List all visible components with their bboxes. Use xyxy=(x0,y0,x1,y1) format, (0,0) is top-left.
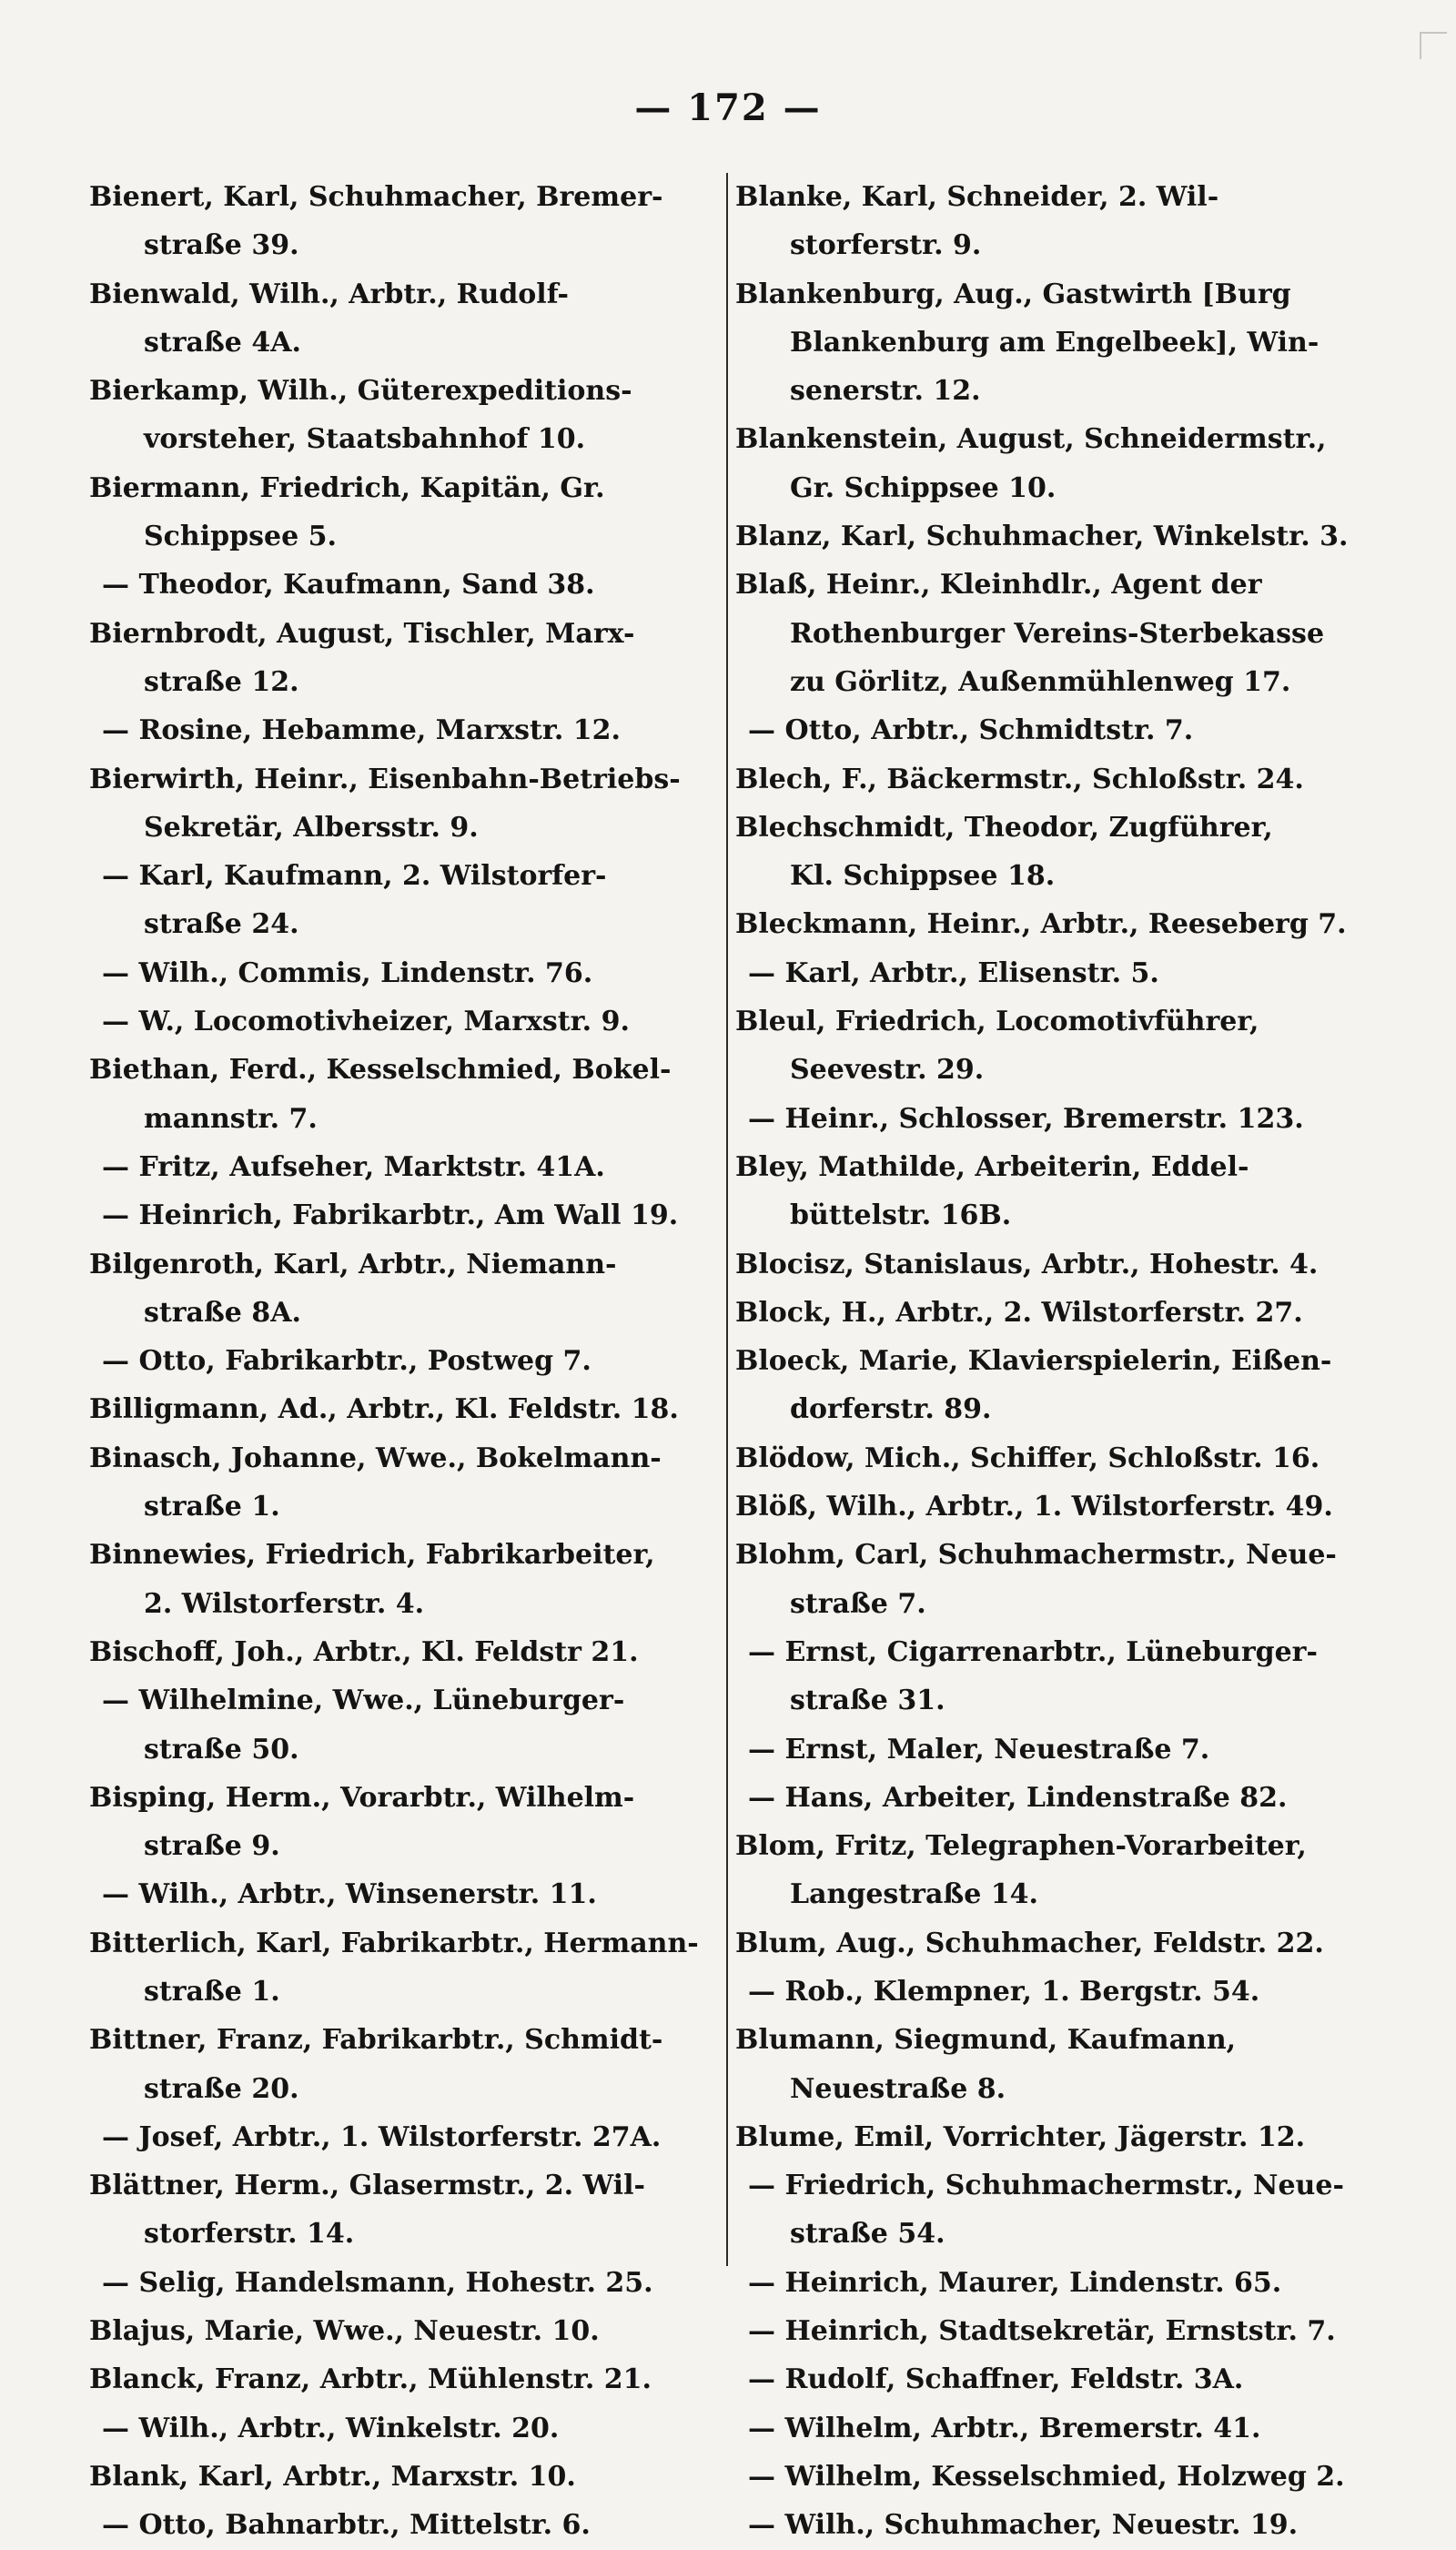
sub-entry-line: — Fritz, Aufseher, Marktstr. 41A. xyxy=(102,1150,605,1183)
entry-continuation-line: Schippsee 5. xyxy=(144,521,337,553)
directory-entry-line: Bitterlich, Karl, Fabrikarbtr., Hermann- xyxy=(89,1927,699,1959)
directory-entry-line: Bischoff, Joh., Arbtr., Kl. Feldstr 21. xyxy=(89,1635,639,1668)
sub-entry-line: — Wilhelm, Kesselschmied, Holzweg 2. xyxy=(748,2460,1345,2493)
directory-entry-line: Blanck, Franz, Arbtr., Mühlenstr. 21. xyxy=(89,2363,652,2396)
entry-continuation-line: vorsteher, Staatsbahnhof 10. xyxy=(144,423,586,456)
entry-continuation-line: Neuestraße 8. xyxy=(790,2072,1006,2105)
directory-entry-line: Block, H., Arbtr., 2. Wilstorferstr. 27. xyxy=(735,1296,1303,1329)
sub-entry-line: — Wilhelmine, Wwe., Lüneburger- xyxy=(102,1685,625,1717)
sub-entry-line: — Selig, Handelsmann, Hohestr. 25. xyxy=(102,2266,653,2299)
sub-entry-line: — Otto, Bahnarbtr., Mittelstr. 6. xyxy=(102,2509,591,2542)
entry-continuation-line: storferstr. 9. xyxy=(790,229,982,262)
directory-entry-line: Bleckmann, Heinr., Arbtr., Reeseberg 7. xyxy=(735,908,1347,941)
entry-continuation-line: straße 31. xyxy=(790,1685,945,1717)
directory-entry-line: Bierkamp, Wilh., Güterexpeditions- xyxy=(89,375,632,408)
directory-entry-line: Biernbrodt, August, Tischler, Marx- xyxy=(89,617,635,650)
sub-entry-line: — Heinrich, Maurer, Lindenstr. 65. xyxy=(748,2266,1282,2299)
sub-entry-line: — Karl, Arbtr., Elisenstr. 5. xyxy=(748,956,1159,989)
entry-continuation-line: Gr. Schippsee 10. xyxy=(790,471,1057,504)
directory-entry-line: Blaß, Heinr., Kleinhdlr., Agent der xyxy=(735,569,1262,602)
entry-continuation-line: 2. Wilstorferstr. 4. xyxy=(144,1587,425,1620)
sub-entry-line: — Ernst, Cigarrenarbtr., Lüneburger- xyxy=(748,1635,1318,1668)
directory-entry-line: Blankenburg, Aug., Gastwirth [Burg xyxy=(735,278,1291,310)
sub-entry-line: — Wilh., Schuhmacher, Neuestr. 19. xyxy=(748,2509,1299,2542)
directory-entry-line: Blech, F., Bäckermstr., Schloßstr. 24. xyxy=(735,763,1304,795)
sub-entry-line: — Rosine, Hebamme, Marxstr. 12. xyxy=(102,714,621,747)
directory-entry-line: Blödow, Mich., Schiffer, Schloßstr. 16. xyxy=(735,1442,1320,1474)
directory-entry-line: Blanz, Karl, Schuhmacher, Winkelstr. 3. xyxy=(735,521,1349,553)
entry-continuation-line: straße 1. xyxy=(144,1491,280,1523)
sub-entry-line: — Theodor, Kaufmann, Sand 38. xyxy=(102,569,595,602)
sub-entry-line: — Hans, Arbeiter, Lindenstraße 82. xyxy=(748,1781,1288,1814)
entry-continuation-line: Seevestr. 29. xyxy=(790,1054,985,1087)
entry-continuation-line: straße 8A. xyxy=(144,1296,301,1329)
directory-entry-line: Bloeck, Marie, Klavierspielerin, Eißen- xyxy=(735,1345,1332,1378)
sub-entry-line: — W., Locomotivheizer, Marxstr. 9. xyxy=(102,1006,630,1038)
directory-entry-line: Blajus, Marie, Wwe., Neuestr. 10. xyxy=(89,2315,600,2348)
directory-entry-line: Blöß, Wilh., Arbtr., 1. Wilstorferstr. 49. xyxy=(735,1491,1333,1523)
sub-entry-line: — Wilh., Commis, Lindenstr. 76. xyxy=(102,956,593,989)
directory-entry-line: Bienwald, Wilh., Arbtr., Rudolf- xyxy=(89,278,569,310)
directory-entry-line: Bittner, Franz, Fabrikarbtr., Schmidt- xyxy=(89,2024,663,2057)
directory-entry-line: Bley, Mathilde, Arbeiterin, Eddel- xyxy=(735,1150,1249,1183)
directory-entry-line: Bleul, Friedrich, Locomotivführer, xyxy=(735,1006,1259,1038)
entry-continuation-line: Langestraße 14. xyxy=(790,1878,1038,1911)
directory-entry-line: Blohm, Carl, Schuhmachermstr., Neue- xyxy=(735,1539,1337,1572)
directory-entry-line: Blume, Emil, Vorrichter, Jägerstr. 12. xyxy=(735,2120,1306,2153)
directory-entry-line: Blumann, Siegmund, Kaufmann, xyxy=(735,2024,1237,2057)
entry-continuation-line: dorferstr. 89. xyxy=(790,1393,992,1426)
sub-entry-line: — Heinrich, Stadtsekretär, Ernststr. 7. xyxy=(748,2315,1336,2348)
directory-entry-line: Binnewies, Friedrich, Fabrikarbeiter, xyxy=(89,1539,655,1572)
entry-continuation-line: straße 7. xyxy=(790,1587,926,1620)
directory-entry-line: Blom, Fritz, Telegraphen-Vorarbeiter, xyxy=(735,1830,1307,1863)
sub-entry-line: — Otto, Fabrikarbtr., Postweg 7. xyxy=(102,1345,592,1378)
sub-entry-line: — Rob., Klempner, 1. Bergstr. 54. xyxy=(748,1975,1260,2008)
entry-continuation-line: straße 54. xyxy=(790,2218,945,2251)
entry-continuation-line: straße 24. xyxy=(144,908,299,941)
entry-continuation-line: Kl. Schippsee 18. xyxy=(790,860,1056,893)
sub-entry-line: — Wilhelm, Arbtr., Bremerstr. 41. xyxy=(748,2412,1261,2444)
directory-entry-line: Blättner, Herm., Glasermstr., 2. Wil- xyxy=(89,2170,645,2202)
sub-entry-line: — Wilh., Arbtr., Winsenerstr. 11. xyxy=(102,1878,597,1911)
directory-entry-line: Blocisz, Stanislaus, Arbtr., Hohestr. 4. xyxy=(735,1248,1319,1280)
entry-continuation-line: mannstr. 7. xyxy=(144,1102,318,1135)
directory-entry-line: Bienert, Karl, Schuhmacher, Bremer- xyxy=(89,181,663,213)
left-column xyxy=(89,173,735,2550)
directory-entry-line: Binasch, Johanne, Wwe., Bokelmann- xyxy=(89,1442,662,1474)
directory-entry-line: Blum, Aug., Schuhmacher, Feldstr. 22. xyxy=(735,1927,1324,1959)
directory-entry-line: Biermann, Friedrich, Kapitän, Gr. xyxy=(89,471,605,504)
right-column xyxy=(735,173,1409,2550)
sub-entry-line: — Otto, Arbtr., Schmidtstr. 7. xyxy=(748,714,1194,747)
directory-entry-line: Billigmann, Ad., Arbtr., Kl. Feldstr. 18. xyxy=(89,1393,679,1426)
directory-entry-line: Blank, Karl, Arbtr., Marxstr. 10. xyxy=(89,2460,576,2493)
directory-entry-line: Biethan, Ferd., Kesselschmied, Bokel- xyxy=(89,1054,672,1087)
sub-entry-line: — Wilh., Arbtr., Winkelstr. 20. xyxy=(102,2412,560,2444)
sub-entry-line: — Karl, Kaufmann, 2. Wilstorfer- xyxy=(102,860,607,893)
sub-entry-line: — Josef, Arbtr., 1. Wilstorferstr. 27A. xyxy=(102,2120,662,2153)
sub-entry-line: — Friedrich, Schuhmachermstr., Neue- xyxy=(748,2170,1344,2202)
entry-continuation-line: straße 12. xyxy=(144,665,299,698)
entry-continuation-line: straße 9. xyxy=(144,1830,280,1863)
entry-continuation-line: straße 50. xyxy=(144,1733,299,1766)
entry-continuation-line: zu Görlitz, Außenmühlenweg 17. xyxy=(790,665,1291,698)
page-number: — 172 — xyxy=(634,86,822,129)
entry-continuation-line: Rothenburger Vereins-Sterbekasse xyxy=(790,617,1325,650)
entry-continuation-line: straße 4A. xyxy=(144,326,301,359)
directory-entry-line: Blanke, Karl, Schneider, 2. Wil- xyxy=(735,181,1219,213)
sub-entry-line: — Heinr., Schlosser, Bremerstr. 123. xyxy=(748,1102,1304,1135)
entry-continuation-line: storferstr. 14. xyxy=(144,2218,355,2251)
entry-continuation-line: Sekretär, Albersstr. 9. xyxy=(144,811,479,844)
sub-entry-line: — Rudolf, Schaffner, Feldstr. 3A. xyxy=(748,2363,1244,2396)
sub-entry-line: — Ernst, Maler, Neuestraße 7. xyxy=(748,1733,1210,1766)
directory-entry-line: Bierwirth, Heinr., Eisenbahn-Betriebs- xyxy=(89,763,681,795)
directory-entry-line: Bisping, Herm., Vorarbtr., Wilhelm- xyxy=(89,1781,635,1814)
entry-continuation-line: Blankenburg am Engelbeek], Win- xyxy=(790,326,1320,359)
entry-continuation-line: senerstr. 12. xyxy=(790,375,981,408)
directory-entry-line: Blechschmidt, Theodor, Zugführer, xyxy=(735,811,1273,844)
entry-continuation-line: straße 1. xyxy=(144,1975,280,2008)
scan-corner-mark xyxy=(1420,32,1447,59)
entry-continuation-line: straße 39. xyxy=(144,229,299,262)
entry-continuation-line: straße 20. xyxy=(144,2072,299,2105)
sub-entry-line: — Heinrich, Fabrikarbtr., Am Wall 19. xyxy=(102,1199,679,1232)
entry-continuation-line: büttelstr. 16B. xyxy=(790,1199,1012,1232)
directory-entry-line: Bilgenroth, Karl, Arbtr., Niemann- xyxy=(89,1248,617,1280)
directory-entry-line: Blankenstein, August, Schneidermstr., xyxy=(735,423,1327,456)
